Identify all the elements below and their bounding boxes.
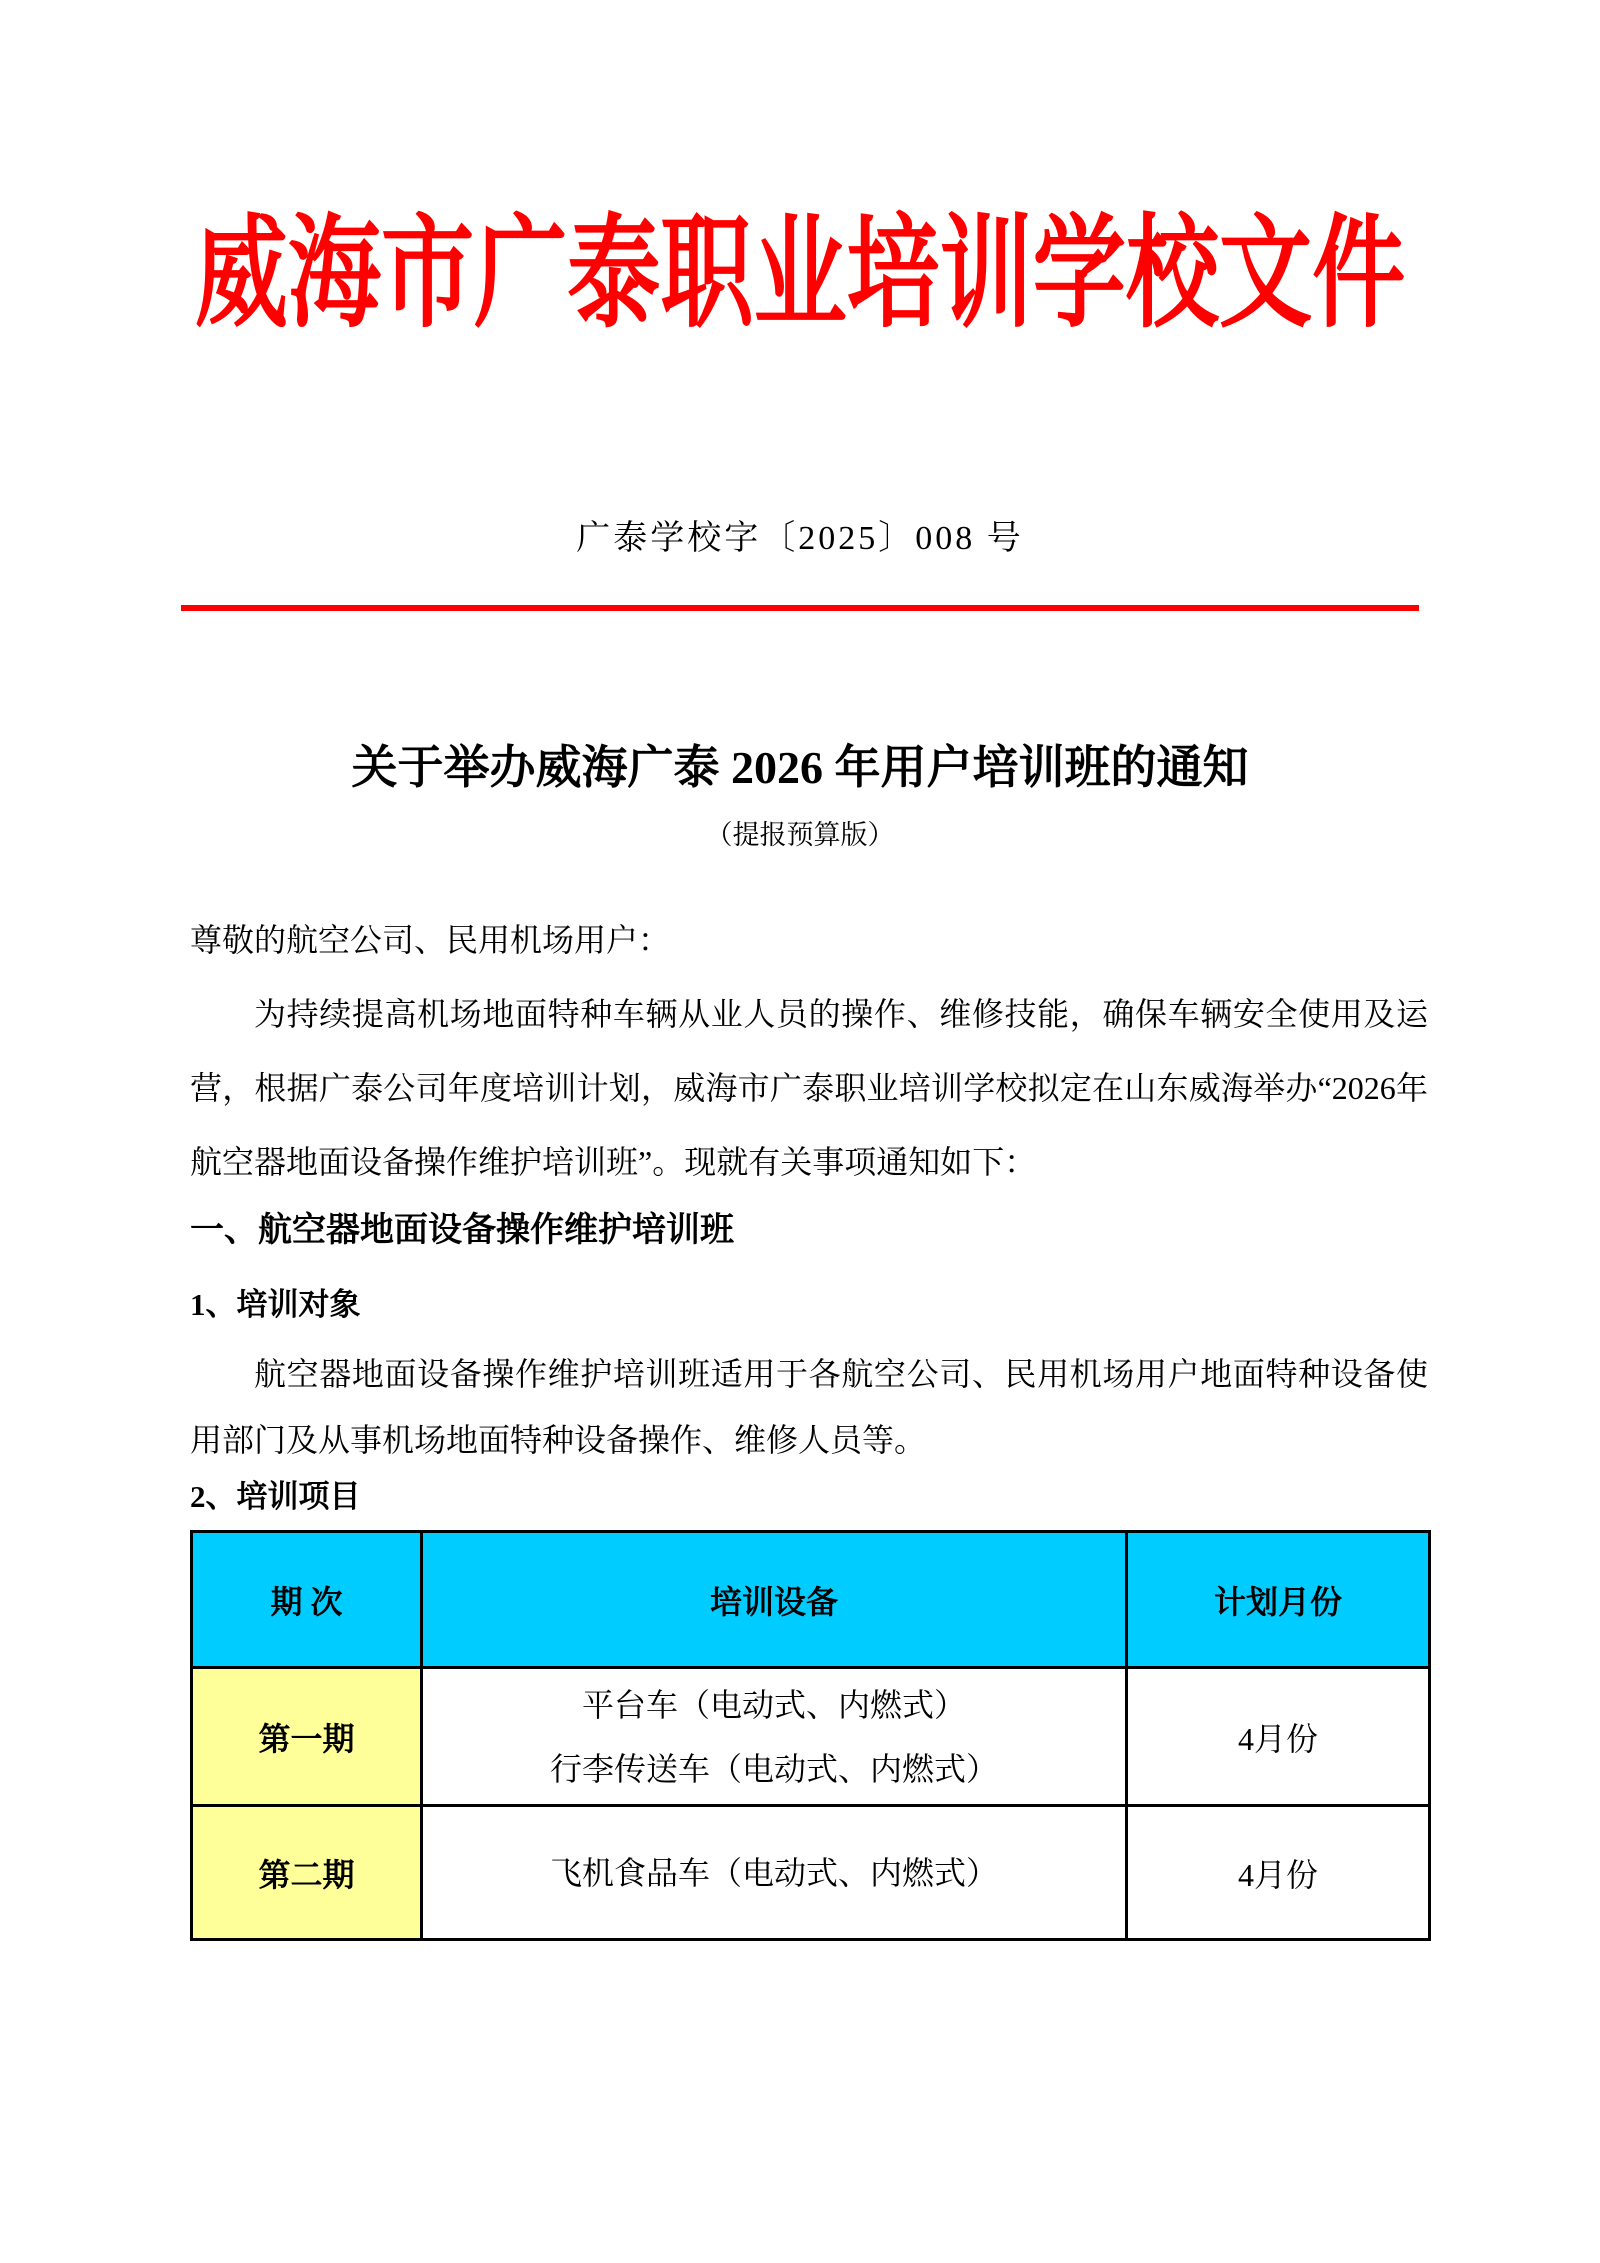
paragraph-training-target: 航空器地面设备操作维护培训班适用于各航空公司、民用机场用户地面特种设备使用部门及从事机场地面特种设备操作、维修人员等。 — [190, 1356, 1428, 1458]
document-number: 广泰学校字〔2025〕008 号 — [576, 520, 1024, 557]
letterhead-org-title: 威海市广泰职业培训学校文件 — [194, 206, 1406, 343]
table-header-period: 期 次 — [192, 1532, 422, 1668]
table-header-equipment: 培训设备 — [422, 1532, 1127, 1668]
salutation: 尊敬的航空公司、民用机场用户： — [190, 922, 671, 958]
table-header-month: 计划月份 — [1127, 1532, 1430, 1668]
period-cell: 第二期 — [192, 1806, 422, 1940]
equipment-cell — [422, 1806, 1127, 1940]
notice-subtitle: （提报预算版） — [705, 820, 895, 850]
document-body — [0, 903, 1600, 1941]
equipment-line: 平台车（电动式、内燃式） — [581, 1686, 966, 1723]
period-cell: 第一期 — [192, 1668, 422, 1806]
table-row — [192, 1668, 1430, 1806]
notice-title: 关于举办威海广泰 2026 年用户培训班的通知 — [351, 742, 1249, 793]
equipment-line: 行李传送车（电动式、内燃式） — [549, 1750, 998, 1787]
section-1-heading: 一、航空器地面设备操作维护培训班 — [190, 1212, 734, 1249]
month-cell: 4月份 — [1127, 1806, 1430, 1940]
red-divider-line — [181, 605, 1419, 611]
month-cell: 4月份 — [1127, 1668, 1430, 1806]
subsection-2-heading: 2、培训项目 — [190, 1479, 361, 1514]
subsection-1-heading: 1、培训对象 — [190, 1287, 361, 1322]
table-header-row — [192, 1532, 1430, 1668]
table-row — [192, 1806, 1430, 1940]
equipment-cell — [422, 1668, 1127, 1806]
paragraph-intro: 为持续提高机场地面特种车辆从业人员的操作、维修技能，确保车辆安全使用及运营，根据广泰公司年度培训计划，威海市广泰职业培训学校拟定在山东威海举办“2026年航空器地面设备操作维护培训班”。现就有关事项通知如下： — [190, 996, 1428, 1180]
training-schedule-table — [190, 1530, 1431, 1941]
equipment-line: 飞机食品车（电动式、内燃式） — [549, 1854, 998, 1891]
